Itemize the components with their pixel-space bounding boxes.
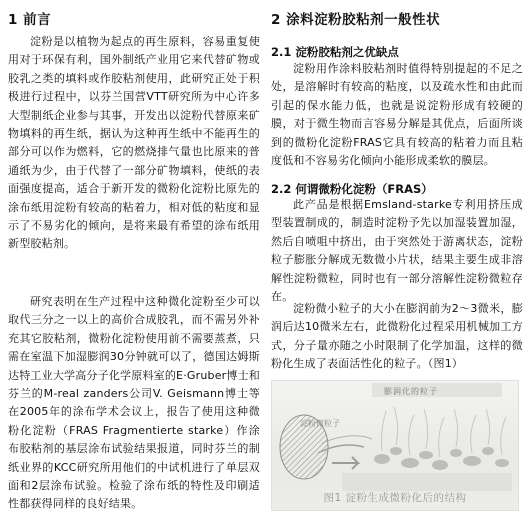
subsection-heading-pros-cons: 2.1 淀粉胶粘剂之优缺点 <box>271 45 399 59</box>
figure-label-swollen: 膨润化的粒子 <box>384 387 438 396</box>
section-heading-intro: 1 前言 <box>8 12 52 28</box>
fras-paragraph-2: 淀粉微小粒子的大小在膨润前为2～3微米，膨润后达10微米左右，此微粉化过程采用机械加工方式，分子量亦随之小时限制了化学加温，这样的微粉化生成了表面活性化的粒子。（图1） <box>271 302 523 371</box>
intro-paragraph-1: 淀粉是以植物为起点的再生原料，容易重复使用对于环保有利，国外制纸产业用它来代替矿物或胶乳之类的填料或作胶粘剂使用，此研究正处于积极进行过程中，以芬兰国营VTT研究所为中心许多大型制纸企业参与其事，开发出以淀粉代替原来矿物填料的再生纸，据认为这种再生纸中不能再生的部分可以作为燃料，它的燃烧排气量也比原来的普通纸为少，由于代替了一部分矿物填料，使纸的表面强度提高，适合于新开发的微粉化淀粉比原先的涂布纸用淀粉有较高的粘着力，相对低的粘度和显示了不易劣化的倾向，是将来最有希望的涂布纸用新型胶粘剂。 <box>8 35 260 251</box>
figure-caption: 图1 淀粉生成微粉化后的结构 <box>323 492 467 504</box>
subsection-heading-fras: 2.2 何谓微粉化淀粉（FRAS） <box>271 182 433 196</box>
figure-label-particle: 淀粉微粒子 <box>300 419 340 428</box>
fras-paragraph-1: 此产品是根据Emsland-starke专利用挤压成型装置制成的，制造时淀粉予先以加湿装置加湿，然后自喷咀中挤出，由于突然处于游离状态，淀粉粒子膨胀分解成无数微小片状，结果主要生成非溶解性淀粉微粒，同时也有一部分溶解性淀粉微粒存在。 <box>271 198 523 304</box>
figure-1 <box>271 380 519 511</box>
intro-paragraph-2: 研究表明在生产过程中这种微化淀粉至少可以取代三分之一以上的高价合成胶乳，而不需另外补充其它胶粘剂，微粉化淀粉使用前不需要蒸煮，只需在室温下加湿膨润30分钟就可以了，德国达姆斯达特工业大学高分子化学原料室的E·Gruber博士和芬兰的M-real zanders公司V. Geismann博士等在2005年的涂布学术会议上，报告了使用这种微粉化淀粉（FRAS Fragmentierte starke）作涂布胶粘剂的基层涂布试验结果报道，同时芬兰的制纸业界的KCC研究所用他们的中试机进行了单层双面和2层涂布试验。检验了涂布纸的特性及印刷适性都获得同样的良好结果。 <box>8 295 260 511</box>
section-heading-properties: 2 涂料淀粉胶粘剂一般性状 <box>271 12 441 28</box>
properties-paragraph-1: 淀粉用作涂料胶粘剂时值得特别提起的不足之处，是溶解时有较高的粘度，以及疏水性和由此而引起的保水能力低，也就是说淀粉形成有较硬的膜，对于微生物而言容易分解是其优点，后面所谈到的微粉化淀粉FRAS它具有较高的粘着力而且粘度低和不容易劣化倾向小能形成柔软的膜层。 <box>271 62 523 168</box>
